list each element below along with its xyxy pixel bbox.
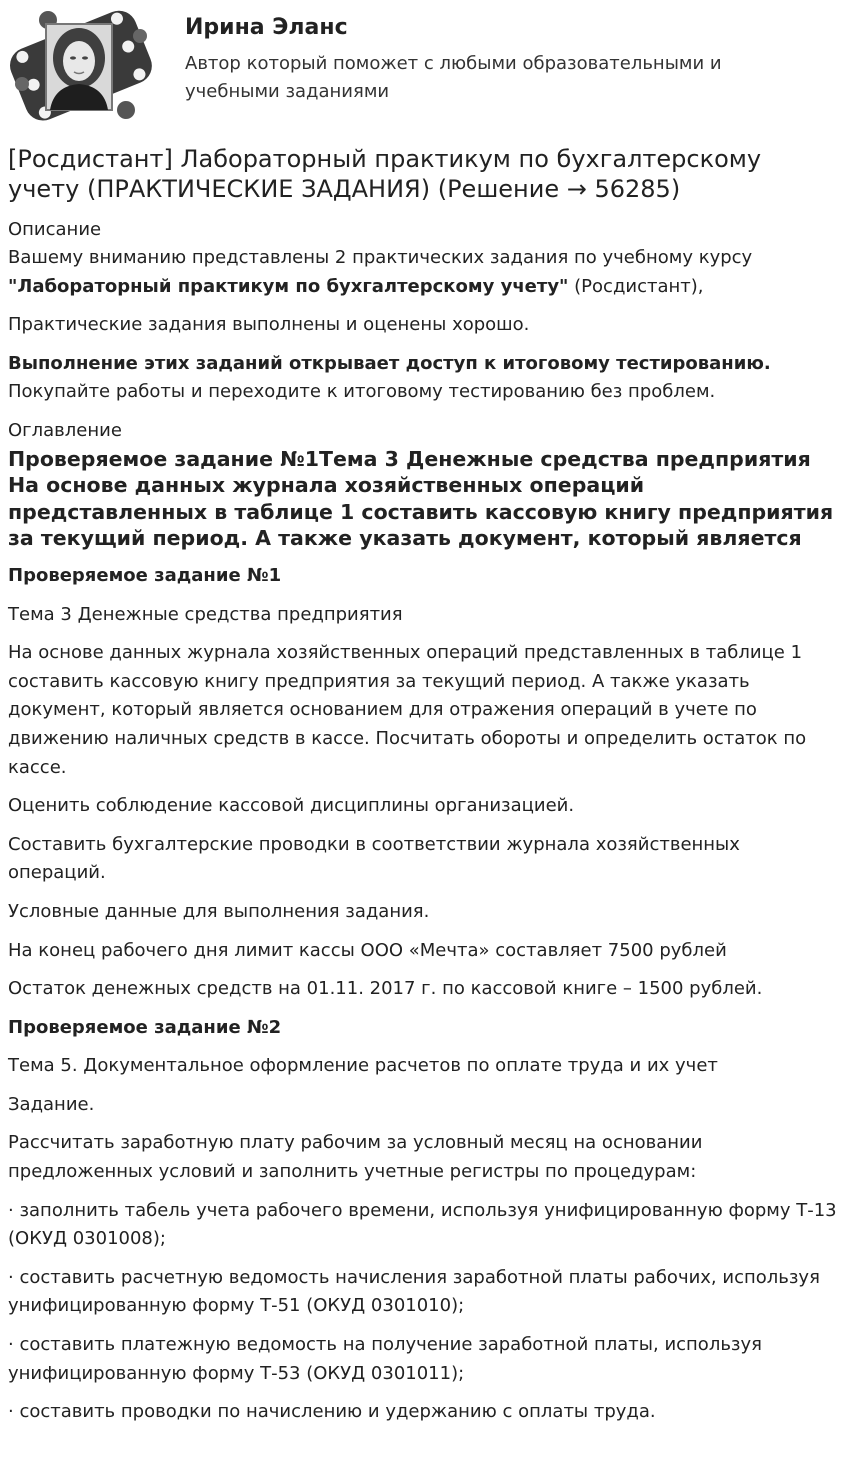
access-text: Покупайте работы и переходите к итоговому тестированию без проблем.	[8, 381, 716, 403]
task2-heading: Проверяемое задание №2	[8, 1016, 282, 1038]
task2-list-item: · заполнить табель учета рабочего времени, используя унифицированную форму Т-13 (ОКУД 0301008);	[8, 1199, 837, 1250]
task1-paragraph: Остаток денежных средств на 01.11. 2017 г. по кассовой книге – 1500 рублей.	[8, 978, 763, 1000]
course-name: "Лабораторный практикум по бухгалтерскому учету"	[8, 275, 569, 297]
description-label: Описание	[8, 219, 102, 240]
task1-heading: Проверяемое задание №1	[8, 564, 282, 586]
toc-label: Оглавление	[8, 419, 122, 441]
task1-paragraph: Составить бухгалтерские проводки в соответствии журнала хозяйственных операций.	[8, 833, 740, 884]
author-name[interactable]: Ирина Эланс	[185, 15, 348, 40]
task1-paragraph: На конец рабочего дня лимит кассы ООО «Мечта» составляет 7500 рублей	[8, 939, 727, 961]
task2-list-item: · составить проводки по начислению и удержанию с оплаты труда.	[8, 1401, 656, 1423]
author-avatar[interactable]	[8, 6, 153, 124]
course-suffix: (Росдистант),	[568, 275, 704, 297]
description-intro	[8, 244, 837, 301]
page-title: [Росдистант] Лабораторный практикум по бухгалтерскому учету (ПРАКТИЧЕСКИЕ ЗАДАНИЯ) (Решение → 56285)	[8, 145, 762, 203]
task2-list-item: · составить платежную ведомость на получение заработной платы, используя унифицированную форму Т-53 (ОКУД 0301011);	[8, 1334, 762, 1384]
author-description: Автор который поможет с любыми образовательными и учебными заданиями	[185, 53, 722, 102]
task2-list-item: · составить расчетную ведомость начисления заработной платы рабочих, используя унифицированную форму Т-51 (ОКУД 0301010);	[8, 1266, 820, 1317]
toc-item[interactable]: Проверяемое задание №1Тема 3 Денежные средства предприятия На основе данных журнала хозяйственных операций представленных в таблице 1 составить кассовую книгу предприятия за текущий период. А также указать документ, который является	[8, 446, 834, 551]
task2-paragraph: Рассчитать заработную плату рабочим за условный месяц на основании предложенных условий и заполнить учетные регистры по процедурам:	[8, 1132, 703, 1183]
description-intro-text: Вашему вниманию представлены 2 практических задания по учебному курсу	[8, 247, 753, 268]
task1-paragraph: Оценить соблюдение кассовой дисциплины организацией.	[8, 795, 575, 817]
task2-paragraph: Задание.	[8, 1093, 95, 1115]
task1-paragraph: На основе данных журнала хозяйственных операций представленных в таблице 1 составить кассовую книгу предприятия за текущий период. А также указать документ, который является основанием для отражения операций в учете по движению наличных средств в кассе. Посчитать обороты и определить остаток по кассе.	[8, 642, 807, 778]
task2-paragraph: Тема 5. Документальное оформление расчетов по оплате труда и их учет	[8, 1055, 718, 1077]
description-graded: Практические задания выполнены и оценены хорошо.	[8, 314, 530, 336]
description-access	[8, 350, 837, 407]
author-card	[8, 6, 839, 126]
task1-paragraph: Условные данные для выполнения задания.	[8, 900, 430, 922]
task1-paragraph: Тема 3 Денежные средства предприятия	[8, 603, 403, 625]
main-content	[8, 144, 837, 1437]
access-bold-text: Выполнение этих заданий открывает доступ к итоговому тестированию.	[8, 352, 771, 374]
